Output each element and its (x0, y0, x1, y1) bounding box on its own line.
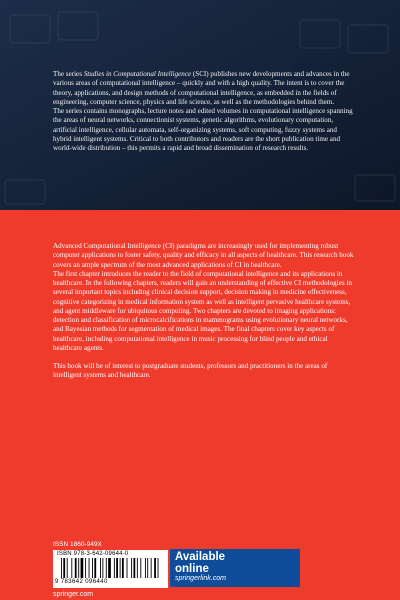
barcode-bars (61, 558, 161, 578)
barcode-bar (85, 558, 86, 578)
barcode-bar (147, 558, 148, 578)
barcode-bar (67, 558, 68, 578)
barcode-bar (94, 558, 96, 578)
barcode-bar (158, 558, 159, 578)
barcode-bar (154, 558, 156, 578)
barcode-bar (131, 558, 132, 578)
barcode-bar (92, 558, 93, 578)
barcode-bar (78, 558, 79, 578)
book-description (53, 242, 355, 381)
description-paragraph-3: This book will be of interest to postgraduate students, professors and practitioners in the areas of intelligent systems and healthcare. (53, 362, 328, 380)
barcode-digits: 9 783642 096440 (55, 579, 108, 585)
barcode-bar (114, 558, 115, 578)
barcode-bar (61, 558, 62, 578)
barcode-bar (71, 558, 72, 578)
available-online-badge[interactable] (170, 549, 300, 587)
series-description (53, 70, 353, 154)
barcode-bar (116, 558, 118, 578)
series-paragraph-2: The series contains monographs, lecture notes and edited volumes in computational intelligence spanning the areas of neural networks, connectionist systems, genetic algorithms, evolutionary computation, artificial intelligence, cellular automata, self-organizing systems, soft computing, fuzzy systems and hybrid intelligent systems. Critical to both contributors and readers are the short publication time and world-wide distribution – this permits a rapid and broad dissemination of research results. (53, 107, 353, 153)
barcode-bar (120, 558, 121, 578)
barcode-bar (151, 558, 152, 578)
barcode-bar (81, 558, 84, 578)
available-online-title: Available online (175, 551, 226, 575)
barcode-isbn-text: ISBN 978-3-642-09644-0 (57, 551, 129, 557)
barcode-bar (100, 558, 101, 578)
barcode-bar (102, 558, 103, 578)
barcode-bar (145, 558, 146, 578)
barcode-bar (63, 558, 65, 578)
series-panel (0, 0, 400, 210)
barcode-bar (137, 558, 138, 578)
springerlink-link[interactable]: springerlink.com (175, 575, 226, 582)
barcode-bar (108, 558, 111, 578)
description-paragraph-1: Advanced Computational Intelligence (CI) paradigms are increasingly used for implementing robust computer applications to foster safety, quality and efficacy in all aspects of healthcare. This research book covers an ample spectrum of the most advanced applications of CI in healthcare. (53, 242, 354, 269)
series-paragraph-1: The series Studies in Computational Intelligence (SCI) publishes new developments and advances in the various areas of computational intelligence – quickly and with a high quality. The intent is to cover the theory, applications, and design methods of computational intelligence, as embedded in the fields of engineering, computer science, physics and life science, as well as the methodologies behind them. (53, 70, 350, 106)
barcode-bar (75, 558, 77, 578)
description-paragraph-2: The first chapter introduces the reader to the field of computational intelligence and its applications in healthcare. In the following chapters, readers will gain an understanding of effective CI methodologies in several important topics including clinical decision support, decision making in medicine effectiveness, cognitive categorizing in medical information system as well as intelligent pervasive healthcare systems, and agent middleware for ubiquitous computing. Two chapters are devoted to imaging applications: detection and classification of microcalcifications in mammograms using evolutionary neural networks, and Bayesian methods for segmentation of medical images. The final chapters cover key aspects of healthcare, including computational intelligence in music processing for blind people and ethical healthcare agents. (53, 269, 352, 352)
publisher-url[interactable]: springer.com (53, 591, 94, 598)
barcode-bar (127, 558, 128, 578)
barcode-bar (140, 558, 141, 578)
series-name: Studies in Computational Intelligence (83, 70, 192, 78)
barcode-bar (106, 558, 107, 578)
isbn-barcode (53, 550, 168, 588)
barcode-bar (89, 558, 90, 578)
issn-label: ISSN 1860-949X (53, 541, 102, 548)
barcode-bar (122, 558, 124, 578)
barcode-bar (133, 558, 135, 578)
